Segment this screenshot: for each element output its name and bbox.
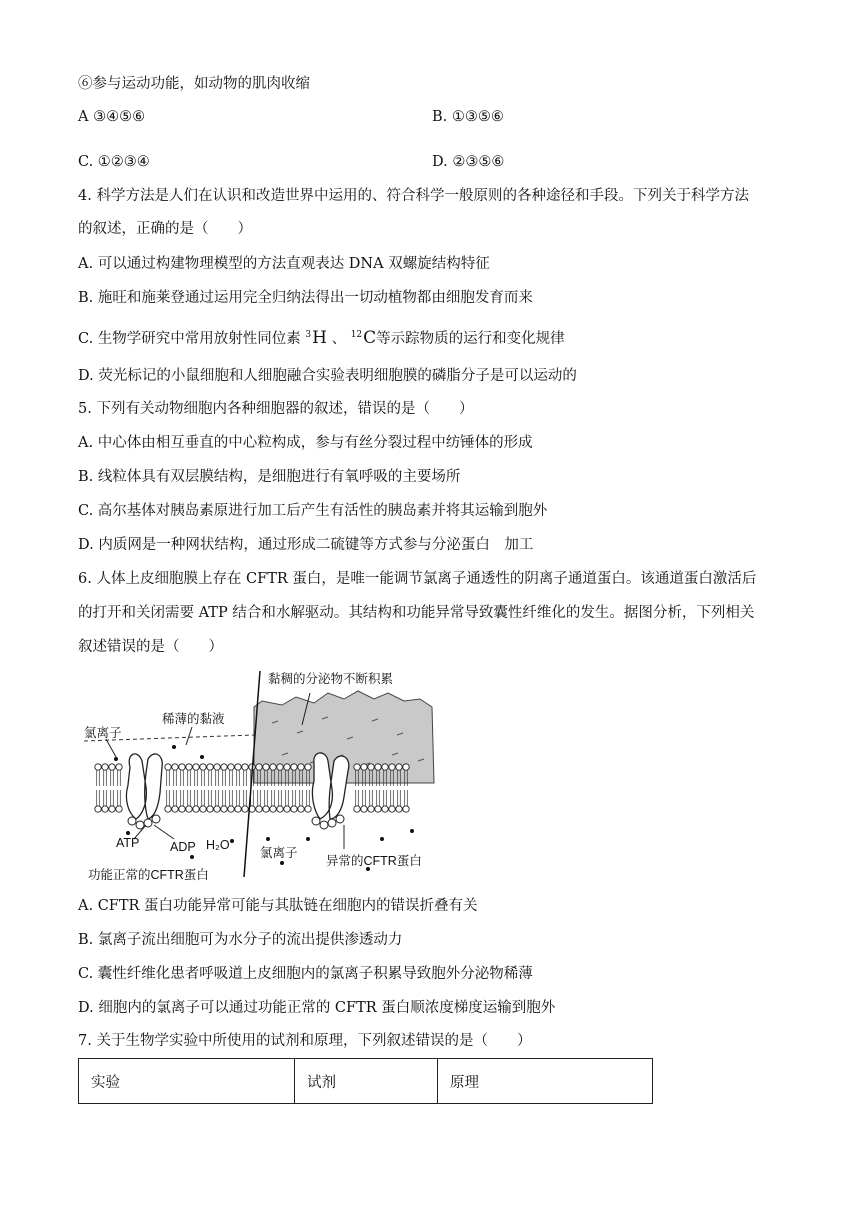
isotope-mass-12: 12	[350, 330, 363, 340]
label-adp: ADP	[170, 840, 196, 854]
lipid-head	[368, 806, 374, 812]
lipid-tail	[216, 790, 219, 806]
lipid-tail	[181, 790, 184, 806]
q3-option-d: D. ②③⑤⑥	[432, 154, 505, 170]
lipid-head	[186, 806, 192, 812]
lipid-tail	[167, 790, 170, 806]
lipid-head	[172, 764, 178, 770]
table-header-row	[79, 1059, 653, 1104]
lipid-head	[361, 764, 367, 770]
lipid-head	[375, 764, 381, 770]
isotope-h: H	[312, 328, 327, 348]
lipid-tail	[223, 770, 226, 786]
lipid-head	[403, 806, 409, 812]
lipid-tail	[398, 790, 401, 806]
lipid-tail	[223, 790, 226, 806]
q5-option-c: C. 高尔基体对胰岛素原进行加工后产生有活性的胰岛素并将其运输到胞外	[78, 503, 548, 519]
lipid-tail	[118, 790, 121, 806]
lipid-head	[382, 764, 388, 770]
label-thick-mucus: 黏稠的分泌物不断积累	[268, 672, 394, 686]
q6-option-d: D. 细胞内的氯离子可以通过功能正常的 CFTR 蛋白顺浓度梯度运输到胞外	[78, 1000, 556, 1016]
lipid-head	[263, 806, 269, 812]
lipid-head	[242, 764, 248, 770]
lipid-tail	[209, 770, 212, 786]
lipid-head	[109, 764, 115, 770]
lipid-tail	[384, 790, 387, 806]
q5-option-b: B. 线粒体具有双层膜结构，是细胞进行有氧呼吸的主要场所	[78, 469, 461, 485]
lipid-tail	[258, 790, 261, 806]
lipid-head	[256, 764, 262, 770]
q6-option-b: B. 氯离子流出细胞可为水分子的流出提供渗透动力	[78, 932, 403, 948]
lipid-head	[305, 806, 311, 812]
lipid-head	[207, 764, 213, 770]
lipid-head	[179, 806, 185, 812]
lipid-tail	[104, 770, 107, 786]
lipid-tail	[265, 790, 268, 806]
q6-option-a: A. CFTR 蛋白功能异常可能与其肽链在细胞内的错误折叠有关	[78, 898, 478, 914]
lipid-head	[403, 764, 409, 770]
lipid-tail	[286, 790, 289, 806]
lipid-tail	[202, 790, 205, 806]
lipid-tail	[244, 770, 247, 786]
lipid-tail	[377, 790, 380, 806]
q4-option-c	[78, 325, 565, 349]
lipid-tail	[237, 770, 240, 786]
lipid-head	[116, 806, 122, 812]
lipid-head	[396, 806, 402, 812]
lipid-head	[354, 764, 360, 770]
q4-option-b: B. 施旺和施莱登通过运用完全归纳法得出一切动植物都由细胞发育而来	[78, 290, 533, 306]
q4-option-c-post: 等示踪物质的运行和变化规律	[376, 331, 565, 347]
table-header-experiment: 实验	[79, 1059, 295, 1104]
lipid-tail	[391, 790, 394, 806]
q6-stem-line2: 的打开和关闭需要 ATP 结合和水解驱动。其结构和功能异常导致囊性纤维化的发生。据图分析，下列相关	[78, 605, 755, 621]
q3-option-b: B. ①③⑤⑥	[432, 109, 504, 125]
lipid-tail	[195, 790, 198, 806]
isotope-separator: 、	[331, 331, 347, 347]
lipid-tail	[216, 770, 219, 786]
lipid-head	[235, 764, 241, 770]
lipid-tail	[167, 770, 170, 786]
q5-option-a: A. 中心体由相互垂直的中心粒构成，参与有丝分裂过程中纺锤体的形成	[78, 435, 533, 451]
lipid-tail	[293, 790, 296, 806]
lipid-tail	[307, 790, 310, 806]
label-chloride-left: 氯离子	[84, 726, 122, 740]
lipid-tail	[363, 790, 366, 806]
lipid-head	[172, 806, 178, 812]
lipid-head	[382, 806, 388, 812]
lipid-head	[95, 764, 101, 770]
lipid-head	[242, 806, 248, 812]
lipid-tail	[181, 770, 184, 786]
label-normal-cftr: 功能正常的CFTR蛋白	[88, 868, 209, 882]
lipid-tail	[195, 770, 198, 786]
label-chloride-right: 氯离子	[260, 846, 298, 860]
q3-option-c: C. ①②③④	[78, 154, 150, 170]
q5-stem: 5. 下列有关动物细胞内各种细胞器的叙述，错误的是（ ）	[78, 401, 474, 417]
lipid-head	[263, 764, 269, 770]
q6-option-c: C. 囊性纤维化患者呼吸道上皮细胞内的氯离子积累导致胞外分泌物稀薄	[78, 966, 533, 982]
q4-option-d: D. 荧光标记的小鼠细胞和人细胞融合实验表明细胞膜的磷脂分子是可以运动的	[78, 368, 577, 384]
label-h2o: H₂O	[206, 838, 230, 852]
lipid-head	[109, 806, 115, 812]
isotope-mass-3: 3	[305, 330, 312, 340]
lipid-tail	[279, 790, 282, 806]
lipid-tail	[188, 790, 191, 806]
lipid-tail	[97, 790, 100, 806]
lipid-head	[214, 806, 220, 812]
q4-option-a: A. 可以通过构建物理模型的方法直观表达 DNA 双螺旋结构特征	[78, 256, 490, 272]
q5-option-d: D. 内质网是一种网状结构，通过形成二硫键等方式参与分泌蛋白 加工	[78, 537, 534, 553]
lipid-head	[193, 806, 199, 812]
lipid-head	[291, 806, 297, 812]
lipid-head	[179, 764, 185, 770]
lipid-head	[368, 764, 374, 770]
lipid-tail	[230, 790, 233, 806]
lipid-head	[228, 806, 234, 812]
lipid-head	[200, 764, 206, 770]
lipid-tail	[209, 790, 212, 806]
q4-stem-line2: 的叙述，正确的是（ ）	[78, 221, 252, 237]
lipid-tail	[405, 790, 408, 806]
lipid-tail	[174, 770, 177, 786]
q4-stem-line1: 4. 科学方法是人们在认识和改造世界中运用的、符合科学一般原则的各种途径和手段。下列关于科学方法	[78, 188, 749, 204]
lipid-head	[102, 764, 108, 770]
lipid-head	[165, 764, 171, 770]
q6-stem-line1: 6. 人体上皮细胞膜上存在 CFTR 蛋白，是唯一能调节氯离子通透性的阴离子通道蛋白。该通道蛋白激活后	[78, 571, 757, 587]
lipid-tail	[237, 790, 240, 806]
lipid-tail	[188, 770, 191, 786]
cftr-normal-protein	[126, 754, 162, 819]
lipid-head	[305, 764, 311, 770]
lipid-head	[95, 806, 101, 812]
lipid-head	[200, 806, 206, 812]
label-atp: ATP	[116, 836, 140, 850]
lipid-head	[291, 764, 297, 770]
table-header-principle: 原理	[438, 1059, 653, 1104]
q4-option-c-pre: C. 生物学研究中常用放射性同位素	[78, 331, 301, 347]
lipid-head	[214, 764, 220, 770]
lipid-tail	[230, 770, 233, 786]
cftr-domain-beads	[128, 815, 344, 829]
lipid-tail	[272, 790, 275, 806]
q3-option-a: A ③④⑤⑥	[78, 109, 146, 125]
isotope-c: C	[363, 328, 377, 348]
q7-stem: 7. 关于生物学实验中所使用的试剂和原理，下列叙述错误的是（ ）	[78, 1033, 532, 1049]
lipid-tail	[356, 790, 359, 806]
lipid-head	[389, 764, 395, 770]
q7-table	[78, 1058, 653, 1104]
label-thin-mucus: 稀薄的黏液	[162, 712, 225, 726]
lipid-tail	[111, 790, 114, 806]
lipid-head	[396, 764, 402, 770]
lipid-tail	[118, 770, 121, 786]
lipid-tail	[370, 790, 373, 806]
lipid-head	[284, 764, 290, 770]
lipid-head	[256, 806, 262, 812]
lipid-head	[277, 764, 283, 770]
lipid-head	[361, 806, 367, 812]
lipid-head	[270, 806, 276, 812]
lipid-tail	[202, 770, 205, 786]
lipid-head	[277, 806, 283, 812]
lipid-head	[298, 806, 304, 812]
table-header-reagent: 试剂	[295, 1059, 438, 1104]
lipid-head	[116, 764, 122, 770]
lipid-head	[354, 806, 360, 812]
lipid-tail	[174, 790, 177, 806]
lipid-tail	[300, 790, 303, 806]
q6-stem-line3: 叙述错误的是（ ）	[78, 639, 223, 655]
lipid-head	[193, 764, 199, 770]
lipid-head	[375, 806, 381, 812]
cftr-membrane-figure	[82, 663, 442, 885]
lipid-head	[235, 806, 241, 812]
label-abnormal-cftr: 异常的CFTR蛋白	[326, 854, 422, 868]
lipid-head	[284, 806, 290, 812]
lipid-head	[165, 806, 171, 812]
lipid-head	[221, 806, 227, 812]
lipid-tail	[244, 790, 247, 806]
lipid-head	[221, 764, 227, 770]
lipid-head	[389, 806, 395, 812]
lipid-head	[298, 764, 304, 770]
lipid-head	[270, 764, 276, 770]
lipid-tail	[111, 770, 114, 786]
lipid-tail	[97, 770, 100, 786]
lipid-head	[102, 806, 108, 812]
lipid-head	[207, 806, 213, 812]
lipid-head	[228, 764, 234, 770]
lipid-tail	[104, 790, 107, 806]
lipid-head	[186, 764, 192, 770]
q3-item6: ⑥参与运动功能，如动物的肌肉收缩	[78, 76, 310, 92]
